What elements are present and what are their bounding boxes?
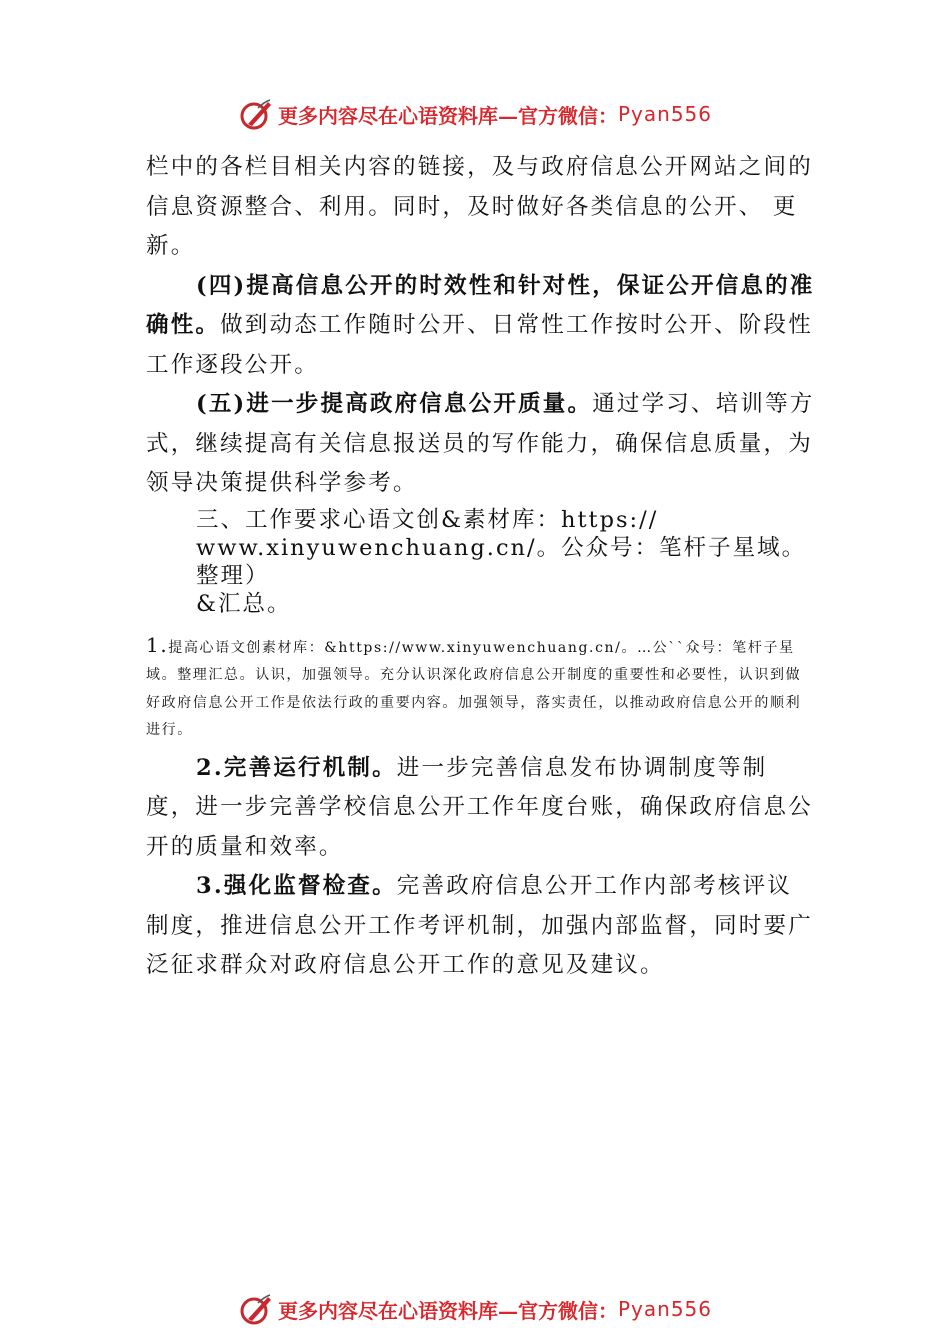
section-three-line-3: &汇总。	[196, 590, 292, 617]
quill-logo-icon	[238, 1291, 274, 1327]
footer-watermark	[0, 1289, 950, 1329]
watermark-wechat-id: Pyan556	[617, 1297, 712, 1321]
paragraph-four-body: 做到动态工作随时公开、日常性工作按时公开、阶段性工作逐段公开。	[146, 312, 813, 378]
paragraph-four	[146, 267, 816, 386]
paragraph-five-heading: (五)进一步提高政府信息公开质量。	[196, 391, 593, 417]
quill-logo-icon	[238, 96, 274, 132]
item-three	[146, 867, 816, 986]
item-one-number: 1.	[146, 632, 169, 657]
section-three-line-2: www.xinyuwenchuang.cn/。公众号：笔杆子星域。整理）	[196, 534, 807, 589]
paragraph-five	[146, 385, 816, 504]
item-three-body: 完善政府信息公开工作内部考核评议制度，推进信息公开工作考评机制，加强内部监督，同时要广泛征求群众对政府信息公开工作的意见及建议。	[146, 873, 813, 978]
document-body	[146, 148, 816, 986]
item-two-body: 进一步完善信息发布协调制度等制度，进一步完善学校信息公开工作年度台账，确保政府信息公开的质量和效率。	[146, 754, 813, 860]
item-three-heading: 3.强化监督检查。	[196, 873, 397, 899]
item-one-text: 提高心语文创素材库：&https://www.xinyuwenchuang.cn/。…公``众号：笔杆子星域。整理汇总。认识，加强领导。充分认识深化政府信息公开制度的重要性和必要性，认识到做好政府信息公开工作是依法行政的重要内容。加强领导，落实责任，以推动政府信息公开的顺利进行。	[146, 639, 802, 738]
item-two	[146, 749, 816, 868]
header-watermark	[0, 94, 950, 134]
watermark-text: 更多内容尽在心语资料库—官方微信：	[277, 103, 618, 128]
section-three-line-1: 三、工作要求心语文创&素材库：https://	[196, 506, 659, 533]
watermark-text: 更多内容尽在心语资料库—官方微信：	[277, 1298, 618, 1323]
paragraph-five-body: 通过学习、培训等方式，继续提高有关信息报送员的写作能力，确保信息质量，为领导决策提供科学参考。	[146, 391, 815, 496]
item-two-heading: 2.完善运行机制。	[196, 754, 397, 781]
paragraph-four-heading: (四)提高信息公开的时效性和针对性，保证公开信息的准确性。	[146, 272, 815, 338]
paragraph-continuation: 栏中的各栏目相关内容的链接，及与政府信息公开网站之间的信息资源整合、利用。同时，及时做好各类信息的公开、 更新。	[146, 154, 813, 259]
item-one	[146, 632, 816, 745]
section-three-heading	[146, 506, 816, 618]
watermark-wechat-id: Pyan556	[617, 102, 712, 126]
